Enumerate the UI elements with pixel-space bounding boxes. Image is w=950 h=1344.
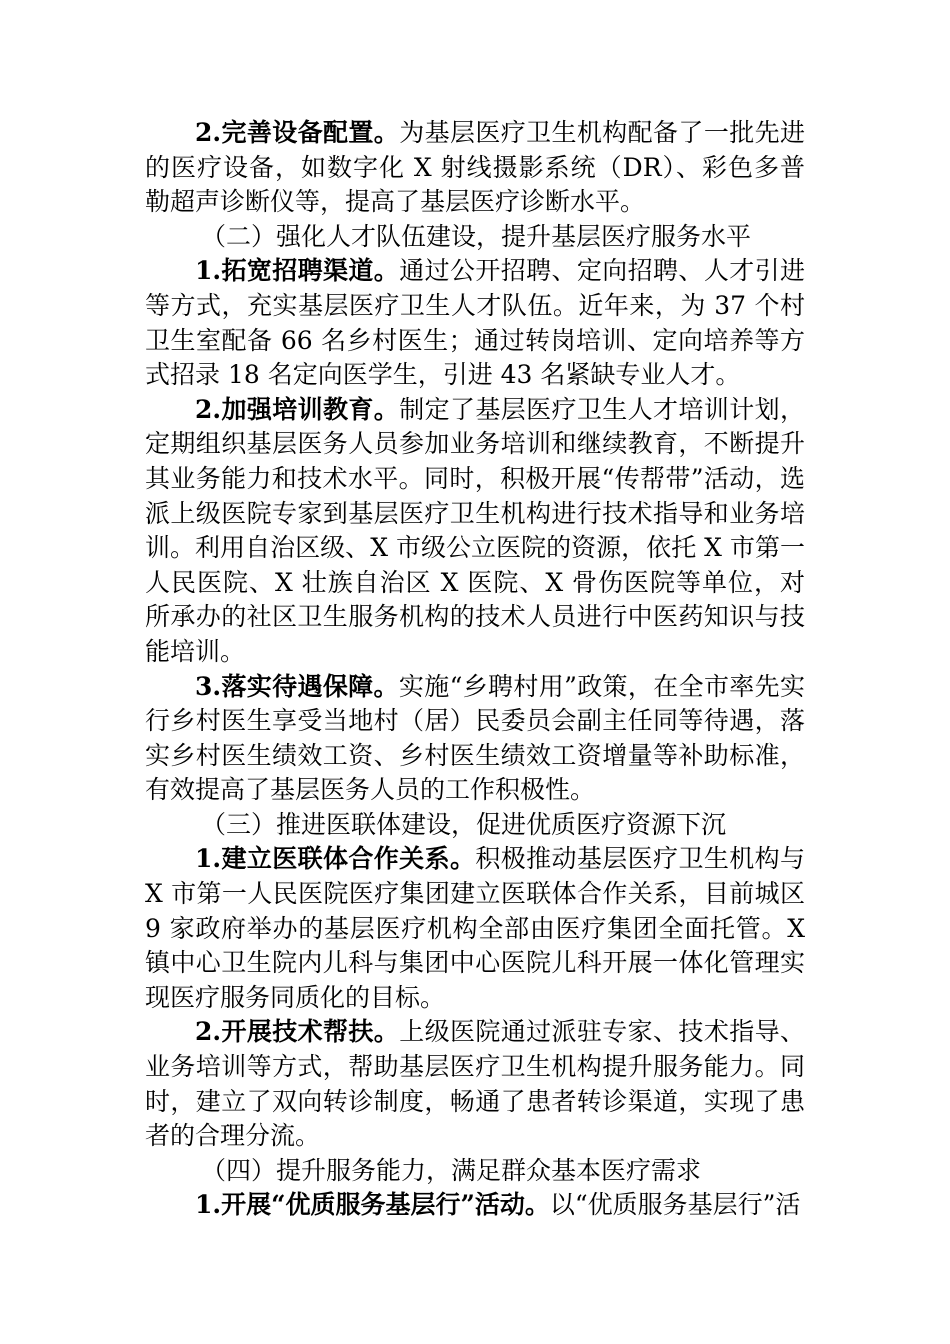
paragraph-text: 制定了基层医疗卫生人才培训计划，定期组织基层医务人员参加业务培训和继续教育，不断提升其业务能力和技术水平。同时，积极开展“传帮带”活动，选派上级医院专家到基层医疗卫生机构进行技术指导和业务培训。利用自治区级、X 市级公立医院的资源，依托 X 市第一人民医院、X 壮族自治区 X 医院、X 骨伤医院等单位，对所承办的社区卫生服务机构的技术人员进行中医药知识与技能培训。 bbox=[145, 394, 805, 666]
section-heading-alliance: （三）推进医联体建设，促进优质医疗资源下沉 bbox=[201, 809, 727, 839]
paragraph-text: 以“优质服务基层行”活 bbox=[549, 1190, 801, 1220]
paragraph-recruitment bbox=[145, 254, 805, 392]
paragraph-lead: 1.建立医联体合作关系。 bbox=[195, 844, 476, 874]
paragraph-lead: 2.加强培训教育。 bbox=[195, 394, 400, 424]
paragraph-equipment bbox=[145, 116, 805, 220]
paragraph-lead: 2.开展技术帮扶。 bbox=[195, 1017, 400, 1047]
paragraph-lead: 3.落实待遇保障。 bbox=[195, 671, 399, 701]
paragraph-text: 积极推动基层医疗卫生机构与 X 市第一人民医院医疗集团建立医联体合作关系，目前城区 9 家政府举办的基层医疗机构全部由医疗集团全面托管。X 镇中心卫生院内儿科与集团中心医院儿科开展一体化管理实现医疗服务同质化的目标。 bbox=[145, 844, 805, 1012]
section-heading-service: （四）提升服务能力，满足群众基本医疗需求 bbox=[201, 1155, 702, 1185]
paragraph-text: 上级医院通过派驻专家、技术指导、业务培训等方式，帮助基层医疗卫生机构提升服务能力。同时，建立了双向转诊制度，畅通了患者转诊渠道，实现了患者的合理分流。 bbox=[145, 1017, 805, 1151]
paragraph-text: 为基层医疗卫生机构配备了一批先进的医疗设备，如数字化 X 射线摄影系统（DR）、彩色多普勒超声诊断仪等，提高了基层医疗诊断水平。 bbox=[145, 118, 805, 217]
paragraph-text: 实施“乡聘村用”政策，在全市率先实行乡村医生享受当地村（居）民委员会副主任同等待遇，落实乡村医生绩效工资、乡村医生绩效工资增量等补助标准，有效提高了基层医务人员的工作积极性。 bbox=[145, 671, 805, 805]
paragraph-tech-support bbox=[145, 1015, 805, 1153]
paragraph-text: 通过公开招聘、定向招聘、人才引进等方式，充实基层医疗卫生人才队伍。近年来，为 37 个村卫生室配备 66 名乡村医生；通过转岗培训、定向培养等方式招录 18 名定向医学生，引进 43 名紧缺专业人才。 bbox=[145, 256, 805, 390]
section-heading-talent: （二）强化人才队伍建设，提升基层医疗服务水平 bbox=[201, 221, 752, 251]
paragraph-lead: 2.完善设备配置。 bbox=[195, 118, 400, 147]
paragraph-quality-service bbox=[145, 1188, 805, 1223]
paragraph-alliance bbox=[145, 842, 805, 1015]
paragraph-lead: 1.开展“优质服务基层行”活动。 bbox=[195, 1190, 550, 1220]
paragraph-training bbox=[145, 393, 805, 670]
document-body bbox=[145, 116, 805, 1223]
paragraph-lead: 1.拓宽招聘渠道。 bbox=[195, 256, 400, 286]
paragraph-benefits bbox=[145, 670, 805, 808]
